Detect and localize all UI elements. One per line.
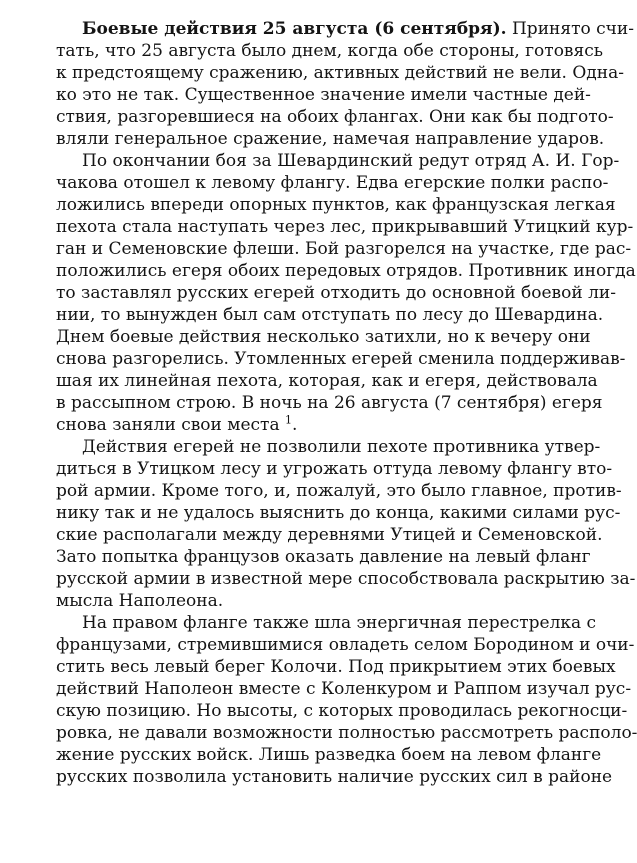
section-heading: Боевые действия 25 августа (6 сентября).: [82, 19, 507, 39]
text-line: ствия, разгоревшиеся на обоих флангах. Они как бы подгото-: [56, 107, 614, 127]
text-line: ложились впереди опорных пунктов, как французская легкая: [56, 195, 616, 215]
text-line: вляли генеральное сражение, намечая направление ударов.: [56, 129, 605, 149]
text-line: французами, стремившимися овладеть селом Бородином и очи-: [56, 635, 635, 655]
text-line: положились егеря обоих передовых отрядов. Противник иногда: [56, 261, 636, 281]
text-line: Действия егерей не позволили пехоте противника утвер-: [82, 437, 601, 457]
text-line: ские располагали между деревнями Утицей и Семеновской.: [56, 525, 603, 545]
text-line: к предстоящему сражению, активных действий не вели. Одна-: [56, 63, 624, 83]
text-line: русской армии в известной мере способствовала раскрытию за-: [56, 569, 636, 589]
text-line: снова разгорелись. Утомленных егерей сменила поддерживав-: [56, 349, 626, 369]
footnote-reference[interactable]: 1: [285, 413, 293, 427]
text-line: ровка, не давали возможности полностью рассмотреть располо-: [56, 723, 637, 743]
text-line: Днем боевые действия несколько затихли, но к вечеру они: [56, 327, 591, 347]
text-line: По окончании боя за Шевардинский редут отряд А. И. Гор-: [82, 151, 620, 171]
text-line: русских позволила установить наличие русских сил в районе: [56, 767, 613, 787]
text-line: чакова отошел к левому флангу. Едва егерские полки распо-: [56, 173, 609, 193]
text-line: жение русских войск. Лишь разведка боем на левом фланге: [56, 745, 602, 765]
text-line: На правом фланге также шла энергичная перестрелка с: [82, 613, 597, 633]
text-line: в рассыпном строю. В ночь на 26 августа (7 сентября) егеря: [56, 393, 603, 413]
text-line: рой армии. Кроме того, и, пожалуй, это было главное, против-: [56, 481, 622, 501]
text-line: Боевые действия 25 августа (6 сентября). Принято счи-: [82, 19, 634, 39]
text-line: нику так и не удалось выяснить до конца, какими силами рус-: [56, 503, 621, 523]
text-line: действий Наполеон вместе с Коленкуром и Раппом изучал рус-: [56, 679, 632, 699]
text-line: стить весь левый берег Колочи. Под прикрытием этих боевых: [56, 657, 616, 677]
text-line: тать, что 25 августа было днем, когда обе стороны, готовясь: [56, 41, 604, 61]
text-line: пехота стала наступать через лес, прикрывавший Утицкий кур-: [56, 217, 634, 237]
text-line: скую позицию. Но высоты, с которых проводилась рекогносци-: [56, 701, 628, 721]
text-line: нии, то вынужден был сам отступать по лесу до Шевардина.: [56, 305, 604, 325]
text-line: диться в Утицком лесу и угрожать оттуда левому флангу вто-: [56, 459, 613, 479]
text-line: то заставлял русских егерей отходить до основной боевой ли-: [56, 283, 616, 303]
text-line: ко это не так. Существенное значение имели частные дей-: [56, 85, 591, 105]
text-line: Зато попытка французов оказать давление на левый фланг: [56, 547, 591, 567]
text-line: мысла Наполеона.: [56, 591, 224, 611]
text-line: ган и Семеновские флеши. Бой разгорелся на участке, где рас-: [56, 239, 632, 259]
text-line: снова заняли свои места $^1$.: [56, 413, 298, 435]
text-line: шая их линейная пехота, которая, как и егеря, действовала: [56, 371, 598, 391]
